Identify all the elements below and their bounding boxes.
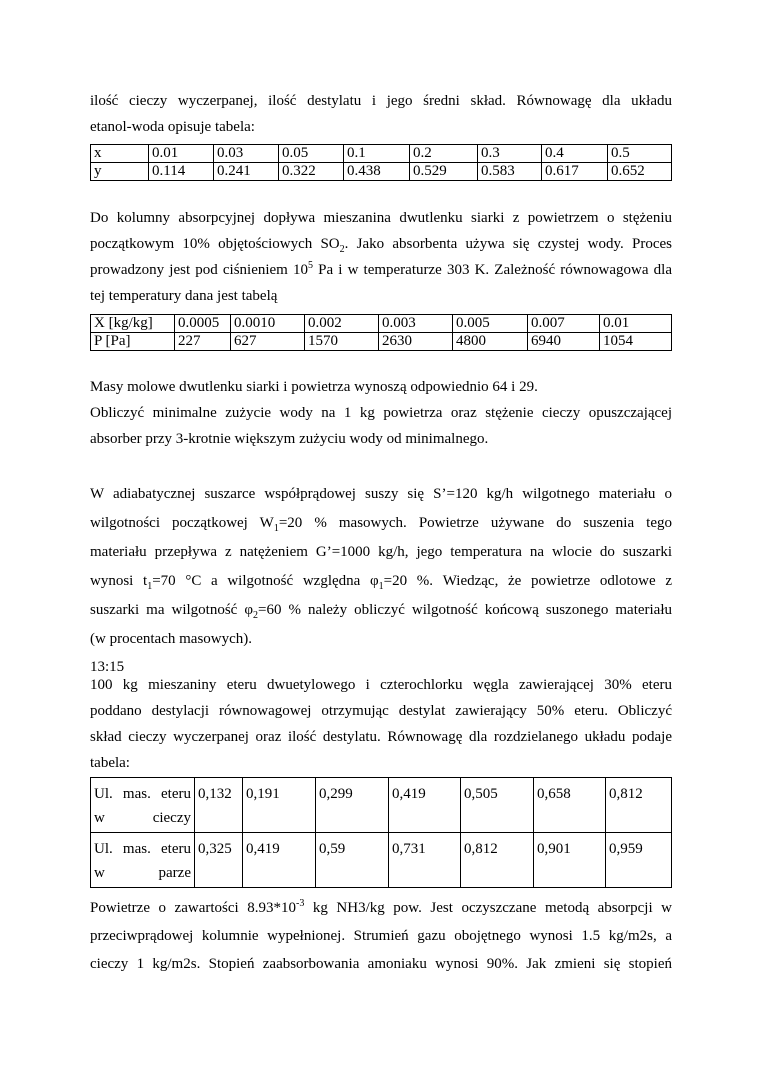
table-cell: 0.1 [344,145,410,163]
table-cell: 0.002 [305,315,379,333]
table-cell: 1054 [600,333,672,351]
paragraph-absorption-column [90,205,672,309]
table-cell: 0.2 [410,145,478,163]
table-cell: 4800 [453,333,528,351]
text-line: (w procentach masowych). [90,631,253,647]
table-cell: 0.114 [149,163,214,181]
table-cell: 0,658 [534,778,606,833]
table-cell: X [kg/kg] [91,315,175,333]
table-row [91,145,672,163]
table-cell: 0,812 [606,778,672,833]
table-cell: 0.003 [379,315,453,333]
table-cell: 0.3 [478,145,542,163]
table-cell: 6940 [528,333,600,351]
text-line: Obliczyć minimalne zużycie wody na 1 kg powietrza oraz stężenie cieczy opuszczającej [90,405,672,421]
table-cell: 0.583 [478,163,542,181]
table-cell: 0.03 [214,145,279,163]
table-row [91,833,672,888]
table-cell: 0.01 [600,315,672,333]
table-cell: 1570 [305,333,379,351]
text-line: suszarki ma wilgotność $\varphi_2=60$ % należy obliczyć wilgotność końcową suszonego materiału [90,602,673,621]
paragraph-ammonia-absorption [90,894,672,978]
table-cell: 0.652 [608,163,672,181]
timestamp-text: 13:15 [90,659,125,675]
text-line: etanol-woda opisuje tabela: [90,119,255,135]
text-line: wilgotności początkowej $W_1=20$ % masowych. Powietrze używane do suszenia tego [90,515,672,534]
table-cell: 227 [175,333,231,351]
text-line: tej temperatury dana jest tabelą [90,288,278,304]
table-cell: 0.438 [344,163,410,181]
table-cell: 0.4 [542,145,608,163]
table-cell: 0.322 [279,163,344,181]
paragraph-molar-masses [90,374,672,452]
text-line: poddano destylacji równowagowej otrzymując destylat zawierający 50% eteru. Obliczyć [90,703,672,719]
table-cell: P [Pa] [91,333,175,351]
table-cell: y [91,163,149,181]
table-cell: 0.617 [542,163,608,181]
row-label-cell: Ul. mas. eteru w cieczy [91,778,195,833]
text-line: 100 kg mieszaniny eteru dwuetylowego i czterochlorku węgla zawierającej 30% eteru [90,677,672,693]
table-row [91,778,672,833]
text-line: absorber przy 3-krotnie większym zużyciu wody od minimalnego. [90,431,489,447]
table-cell: 0,59 [316,833,389,888]
table-cell: 0.241 [214,163,279,181]
table-cell: 0.007 [528,315,600,333]
table-cell: 0.01 [149,145,214,163]
table-cell: 0.529 [410,163,478,181]
table-cell: 0,132 [195,778,243,833]
table-cell: 0,812 [461,833,534,888]
text-line: wynosi $t_1=70$ °C a wilgotność względna $\varphi_1=20$ %. Wiedząc, że powietrze odlotowe z [90,573,672,592]
paragraph-ether-distillation [90,672,672,776]
table-row [91,163,672,181]
table-cell: 0.0005 [175,315,231,333]
table-cell: 0,731 [389,833,461,888]
table-cell: x [91,145,149,163]
table-cell: 0,959 [606,833,672,888]
table-cell: 0.5 [608,145,672,163]
table-cell: 0.0010 [231,315,305,333]
paragraph-dryer [90,480,672,680]
text-line: skład cieczy wyczerpanej oraz ilość destylatu. Równowagę dla rozdzielanego układu podaje [90,729,672,745]
text-line: W adiabatycznej suszarce współprądowej suszy się S’=120 kg/h wilgotnego materiału o [90,486,672,502]
text-line: ilość cieczy wyczerpanej, ilość destylatu i jego średni skład. Równowagę dla układu [90,93,672,109]
table-row [91,315,672,333]
table-cell: 627 [231,333,305,351]
text-line: Do kolumny absorpcyjnej dopływa mieszanina dwutlenku siarki z powietrzem o stężeniu [90,210,672,226]
text-line: materiału przepływa z natężeniem G’=1000 kg/h, jego temperatura na wlocie do suszarki [90,544,672,560]
table-cell: 0,419 [389,778,461,833]
text-line: prowadzony jest pod ciśnieniem $10^5$ Pa i w temperaturze 303 K. Zależność równowagowa dla [90,260,672,278]
text-line: początkowym 10% objętościowych $SO_2$. Jako absorbenta używa się czystej wody. Proces [90,236,672,255]
table-cell: 0,505 [461,778,534,833]
table-cell: 0.005 [453,315,528,333]
paragraph-distillation-intro [90,88,672,140]
table-cell: 0,901 [534,833,606,888]
text-line: Masy molowe dwutlenku siarki i powietrza wynoszą odpowiednio 64 i 29. [90,379,538,395]
text-line: cieczy 1 kg/m2s. Stopień zaabsorbowania amoniaku wynosi 90%. Jak zmieni się stopień [90,956,672,972]
text-line: tabela: [90,755,130,771]
table-cell: 0,419 [243,833,316,888]
text-line: przeciwprądowej kolumnie wypełnionej. Strumień gazu obojętnego wynosi 1.5 kg/m2s, a [90,928,672,944]
text-line: Powietrze o zawartości $8.93*10^{-3}$ kg NH3/kg pow. Jest oczyszczane metodą absorpcji w [90,898,672,916]
table-cell: 0,325 [195,833,243,888]
table-ethanol-water-equilibrium [90,144,672,181]
table-cell: 2630 [379,333,453,351]
row-label-cell: Ul. mas. eteru w parze [91,833,195,888]
table-row [91,333,672,351]
table-so2-equilibrium [90,314,672,351]
table-cell: 0,191 [243,778,316,833]
table-ether-equilibrium [90,777,672,888]
table-cell: 0,299 [316,778,389,833]
table-cell: 0.05 [279,145,344,163]
